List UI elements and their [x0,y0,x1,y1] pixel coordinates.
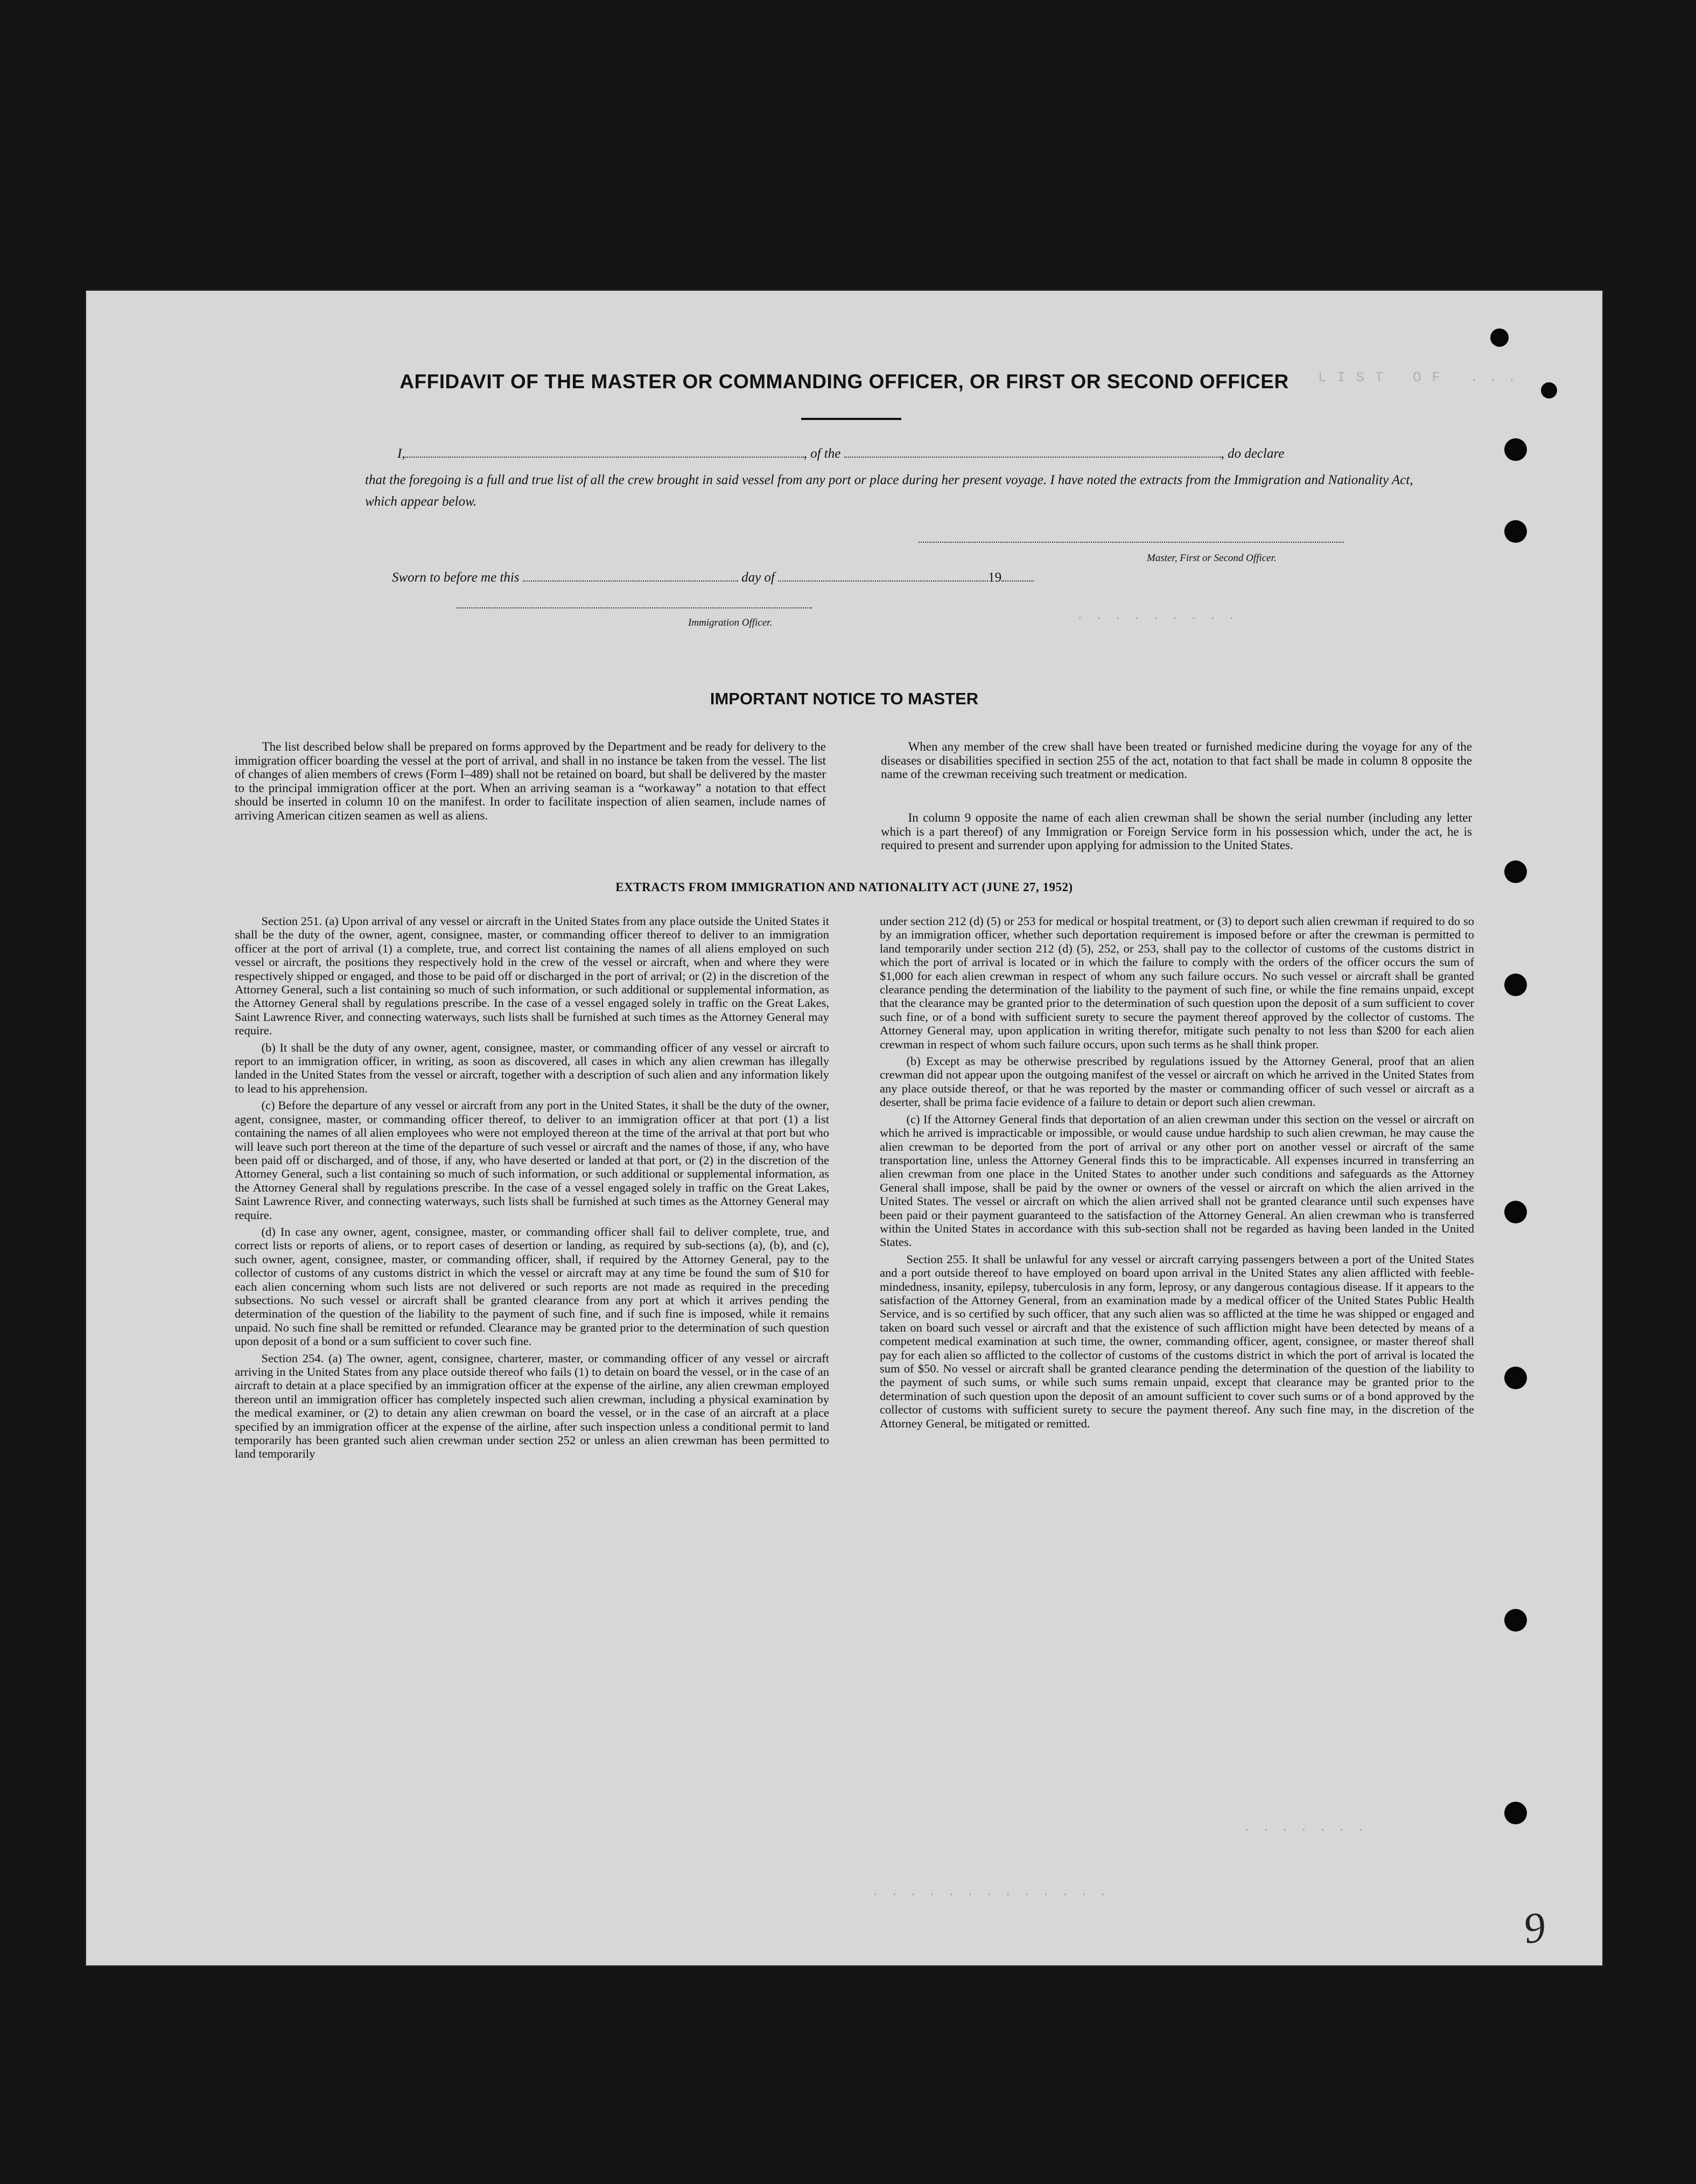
punch-hole [1504,438,1527,461]
year-blank[interactable] [1001,570,1034,582]
section-254-c: (c) If the Attorney General finds that deportation of an alien crewman under this section on the vessel or aircraft on which he arrived is impracticable or impossible, or would cause undue hardship to such alien crewman, he may cause the alien crewman to be deported from the port of arrival or any other port on another vessel or aircraft of the same transportation line, unless the Attorney General finds this to be impracticable. All expenses incurred in transferring an alien crewman from one place in the United States to another under such conditions and safeguards as the Attorney General shall impose, shall be paid by the owner or owners of the vessel or aircraft on which the alien arrived in the United States. The vessel or aircraft on which the alien arrived shall not be granted clearance until such expenses have been paid or their payment guaranteed to the satisfaction of the Attorney General. An alien crewman who is transferred within the United States in accordance with this sub-section shall not be regarded as having been landed in the United States. [880,1112,1474,1249]
year-label: 19 [988,570,1002,585]
sworn-label: Sworn to before me this [392,570,520,585]
declarant-line [397,446,1284,461]
title-rule [801,418,901,420]
punch-hole [1504,1802,1527,1824]
notice-right-paragraph-1: When any member of the crew shall have been treated or furnished medicine during the voyage for any of the diseases or disabilities specified in section 255 of the act, notation to that fact shall be made in column 8 opposite the name of the crewman receiving such treatment or medication. [881,740,1472,781]
notice-title: IMPORTANT NOTICE TO MASTER [710,689,979,708]
section-255: Section 255. It shall be unlawful for any vessel or aircraft carrying passengers between a port of the United States and a port outside thereof to have employed on board upon arrival in the United States any alien afflicted with feeble-mindedness, insanity, epilepsy, tuberculosis in any form, leprosy, or any dangerous contagious disease. If it appears to the satisfaction of the Attorney General, from an examination made by a medical officer of the United States Public Health Service, and is so certified by such officer, that any such alien was so afflicted at the time he was shipped or engaged and taken on board such vessel or aircraft and that the existence of such affliction might have been detected by means of a competent medical examination at such time, the owner, commanding officer, agent, consignee, or master thereof shall pay for each alien so afflicted to the collector of customs of the customs district in which the port of arrival is located the sum of $50. No vessel or aircraft shall be granted clearance pending the determination of the question of the liability to the payment of such sums, or while such sums remain unpaid, except that clearance may be granted prior to the determination of such question upon the deposit of an amount sufficient to cover such sums or of a bond approved by the collector of customs with sufficient surety to secure the payment thereof. Any such fine may, in the discretion of the Attorney General, be mitigated or remitted. [880,1252,1474,1430]
document-page [85,290,1603,1966]
punch-hole [1504,1201,1527,1223]
punch-hole [1504,860,1527,883]
sworn-line [392,570,1034,585]
punch-hole [1504,974,1527,996]
section-251-c: (c) Before the departure of any vessel or aircraft from any port in the United States, it shall be the duty of the owner, agent, consignee, master, or commanding officer thereof, to deliver to an immigration officer at that port (1) a list containing the names of all alien employees who were not employed thereon at the time of the arrival at that port but who will leave such port thereon at the time of the departure of such vessel or aircraft and the names of those, if any, who have been paid off or discharged, and of those, if any, who have deserted or landed at that port, or (2) in the discretion of the Attorney General, such a list containing so much of such information, or such additional or supplemental information, as the Attorney General shall by regulations prescribe. In the case of a vessel engaged solely in traffic on the Great Lakes, Saint Lawrence River, and connecting waterways, such lists shall be furnished at such times as the Attorney General may require. [235,1098,829,1222]
month-blank[interactable] [778,570,988,582]
affidavit-title: AFFIDAVIT OF THE MASTER OR COMMANDING OFFICER, OR FIRST OR SECOND OFFICER [400,370,1289,393]
bleed-through-text: L I S T O F . . . [1318,369,1517,386]
punch-hole [1490,328,1509,347]
vessel-blank[interactable] [844,446,1221,458]
section-251-d: (d) In case any owner, agent, consignee, master, or commanding officer shall fail to deliver complete, true, and correct lists or reports of aliens, or to report cases of desertion or landing, as required by sub-sections (a), (b), and (c), such owner, agent, consignee, master, or commanding officer, shall, if required by the Attorney General, pay to the collector of customs of any customs district in which the vessel or aircraft may at any time be found the sum of $10 for each alien concerning whom such lists are not delivered or such reports are not made as required in the preceding subsections. No such vessel or aircraft shall be granted clearance from any port at which it arrives pending the determination of the question of the liability to the payment of such fine, and if such fine is imposed, while it remains unpaid. No such fine shall be remitted or refunded. Clearance may be granted prior to the determination of such question upon deposit of a bond or a sum sufficient to cover such fine. [235,1224,829,1348]
punch-hole [1504,1609,1527,1632]
section-254-a: Section 254. (a) The owner, agent, consignee, charterer, master, or commanding officer of any vessel or aircraft arriving in the United States from any place outside thereof who fails (1) to detain on board the vessel, or in the case of an aircraft to detain at a place specified by an immigration officer at the expense of the airline, any alien crewman employed thereon until an immigration officer has completely inspected such alien crewman, including a physical examination by the medical examiner, or (2) to detain any alien crewman on board the vessel, or in the case of an aircraft at a place specified by an immigration officer at the expense of the airline, after such inspection unless a conditional permit to land temporarily has been granted such alien crewman under section 252 or unless an alien crewman has been permitted to land temporarily [235,1351,829,1461]
bleed-through-text: . . . . . . . [1243,1819,1366,1835]
extracts-right-column [880,914,1474,1433]
declaration-text: that the foregoing is a full and true list of all the crew brought in said vessel from any port or place during her present voyage. I have noted the extracts from the Immigration and Nationality Act, which appear below. [365,473,1413,509]
i-label: I, [397,446,405,461]
extracts-title: EXTRACTS FROM IMMIGRATION AND NATIONALITY ACT (JUNE 27, 1952) [615,880,1073,894]
master-signature-blank[interactable] [919,542,1344,543]
section-254-a-continued: under section 212 (d) (5) or 253 for medical or hospital treatment, or (3) to deport such alien crewman if required to do so by an immigration officer, whether such deportation requirement is imposed before or after the crewman is permitted to land temporarily under section 212 (d) (5), 252, or 253, shall pay to the collector of customs of the customs district in which the port of arrival is located or in which the failure to comply with the orders of the officer occurs the sum of $1,000 for each alien crewman in respect of whom any such failure occurs. No such vessel or aircraft shall be granted clearance pending the determination of the liability to the payment of such fine, or while the fine remains unpaid, except that the clearance may be granted prior to the determination of such question upon the deposit of a sum sufficient to cover such fine, or of a bond with sufficient surety to secure the payment thereof approved by the collector of customs. The Attorney General may, upon application in writing therefor, mitigate such penalty to not less than $200 for each alien crewman in respect of whom such failure occurs, upon such terms as he shall think proper. [880,914,1474,1051]
of-the-label: , of the [803,446,841,461]
day-blank[interactable] [523,570,738,582]
section-251-b: (b) It shall be the duty of any owner, agent, consignee, master, or commanding officer of any vessel or aircraft to report to an immigration officer, in writing, as soon as discovered, all cases in which any alien crewman has illegally landed in the United States from the vessel or aircraft, together with a description of such alien and any information likely to lead to his apprehension. [235,1040,829,1095]
master-signature-label: Master, First or Second Officer. [1147,552,1277,564]
name-blank[interactable] [405,446,804,458]
punch-hole [1504,520,1527,543]
section-254-b: (b) Except as may be otherwise prescribed by regulations issued by the Attorney General, proof that an alien crewman did not appear upon the outgoing manifest of the vessel or aircraft on which he arrived in the United States from any place outside thereof, or that he was reported by the master or commanding officer of such vessel or aircraft as a deserter, shall be prima facie evidence of a failure to detain or deport such alien crewman. [880,1054,1474,1109]
punch-hole [1504,1367,1527,1389]
extracts-left-column [235,914,829,1464]
officer-signature-label: Immigration Officer. [688,617,773,628]
notice-right-paragraph-2: In column 9 opposite the name of each alien crewman shall be shown the serial number (including any letter which is a part thereof) of any Immigration or Foreign Service form in his possession which, under the act, he is required to present and surrender upon applying for admission to the United States. [881,811,1472,852]
notice-left-paragraph: The list described below shall be prepared on forms approved by the Department and be ready for delivery to the immigration officer boarding the vessel at the port of arrival, and shall in no instance be taken from the vessel. The list of changes of alien members of crews (Form I–489) shall not be retained on board, but shall be delivered by the master to the principal immigration officer at the port. When an arriving seaman is a “workaway” a notation to that effect should be inserted in column 10 on the manifest. In order to facilitate inspection of alien seamen, include names of arriving American citizen seamen as well as aliens. [235,740,826,822]
officer-signature-blank[interactable] [457,607,812,608]
day-of-label: day of [741,570,775,585]
bleed-through-text: . . . . . . . . . . . . . [871,1884,1109,1900]
bleed-through-text: . . . . . . . . . [1076,607,1237,624]
section-251-a: Section 251. (a) Upon arrival of any vessel or aircraft in the United States from any place outside the United States it shall be the duty of the owner, agent, consignee, master, or commanding officer thereof to deliver to an immigration officer at the port of arrival (1) a complete, true, and correct list containing the names of all aliens employed on such vessel or aircraft, the positions they respectively hold in the crew of the vessel or aircraft, when and where they were respectively shipped or engaged, and those to be paid off or discharged in the port of arrival; or (2) in the discretion of the Attorney General, such a list containing so much of such information, or such additional or supplemental information, as the Attorney General shall by regulations prescribe. In the case of a vessel engaged solely in traffic on the Great Lakes, Saint Lawrence River, and connecting waterways, such lists shall be furnished at such times as the Attorney General may require. [235,914,829,1038]
handwritten-page-number: 9 [1520,1903,1548,1954]
do-declare-label: , do declare [1221,446,1285,461]
